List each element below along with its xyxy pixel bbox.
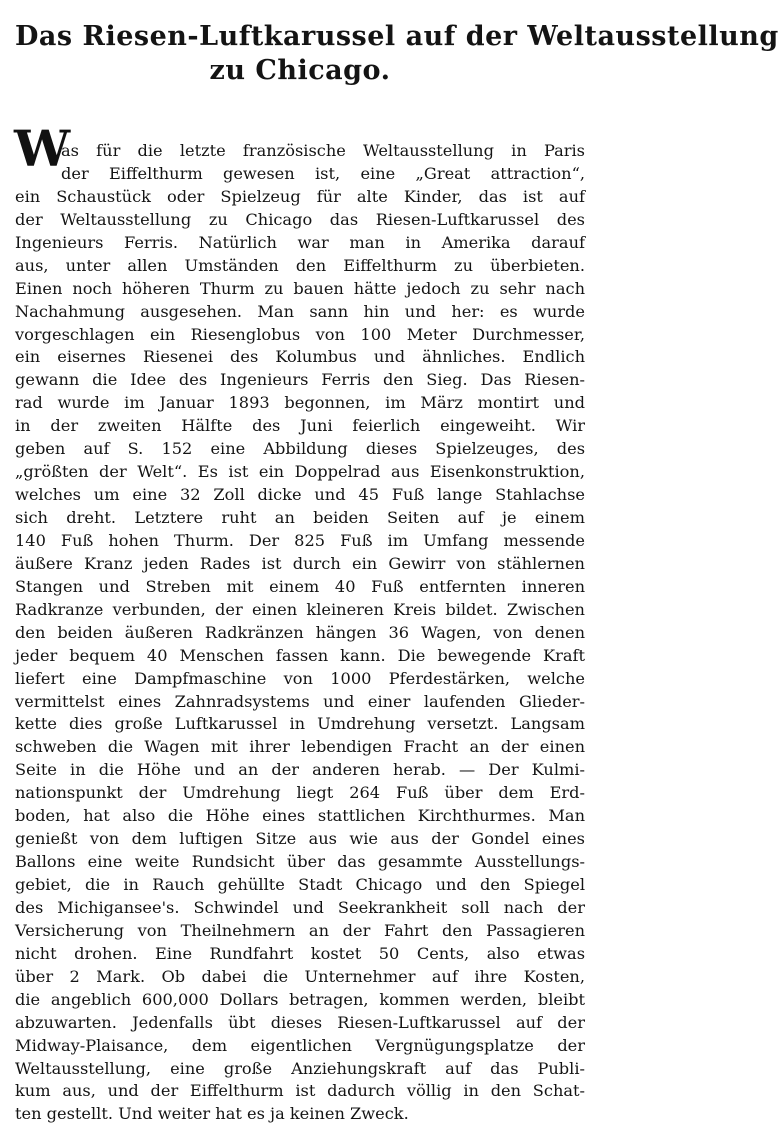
text-line: Versicherung von Theilnehmern an der Fahrt den Passagieren xyxy=(15,920,585,940)
text-line: kette dies große Luftkarussel in Umdrehung versetzt. Langsam xyxy=(15,714,585,734)
text-line: welches um eine 32 Zoll dicke und 45 Fuß lange Stahlachse xyxy=(15,485,585,505)
text-line: nicht drohen. Eine Rundfahrt kostet 50 Cents, also etwas xyxy=(15,943,585,963)
text-line: kum aus, und der Eiffelthurm ist dadurch völlig in den Schat- xyxy=(15,1081,585,1101)
article-body xyxy=(15,140,585,1126)
text-line: in der zweiten Hälfte des Juni feierlich eingeweiht. Wir xyxy=(15,416,585,436)
text-line: Nachahmung ausgesehen. Man sann hin und her: es wurde xyxy=(15,301,585,321)
text-line: Radkranze verbunden, der einen kleineren Kreis bildet. Zwischen xyxy=(15,599,585,619)
text-line: den beiden äußeren Radkränzen hängen 36 Wagen, von denen xyxy=(15,622,585,642)
text-line: Ballons eine weite Rundsicht über das gesammte Ausstellungs- xyxy=(15,852,585,872)
text-line: boden, hat also die Höhe eines stattlichen Kirchthurmes. Man xyxy=(15,806,585,826)
text-line: der Weltausstellung zu Chicago das Riesen-Luftkarussel des xyxy=(15,209,585,229)
drop-cap: W xyxy=(14,119,71,178)
article-title-line-2: zu Chicago. xyxy=(209,55,391,86)
text-line: ein eisernes Riesenei des Kolumbus und ähnliches. Endlich xyxy=(15,347,585,367)
text-line: Ingenieurs Ferris. Natürlich war man in Amerika darauf xyxy=(15,232,585,252)
text-line: schweben die Wagen mit ihrer lebendigen Fracht an der einen xyxy=(15,737,585,757)
article-title-line-1: Das Riesen-Luftkarussel auf der Weltausstellung xyxy=(15,21,779,52)
text-line: genießt von dem luftigen Sitze aus wie aus der Gondel eines xyxy=(15,829,585,849)
text-line: des Michigansee's. Schwindel und Seekrankheit soll nach der xyxy=(15,897,585,917)
text-line: sich dreht. Letztere ruht an beiden Seiten auf je einem xyxy=(15,508,585,527)
text-line: 140 Fuß hohen Thurm. Der 825 Fuß im Umfang messende xyxy=(15,530,585,550)
article-title xyxy=(15,20,779,88)
text-line: vermittelst eines Zahnradsystems und einer laufenden Glieder- xyxy=(15,691,585,711)
text-line: „größten der Welt“. Es ist ein Doppelrad aus Eisenkonstruktion, xyxy=(15,462,585,482)
text-line: gebiet, die in Rauch gehüllte Stadt Chicago und den Spiegel xyxy=(15,875,585,894)
text-line: über 2 Mark. Ob dabei die Unternehmer auf ihre Kosten, xyxy=(15,966,585,986)
text-line: Einen noch höheren Thurm zu bauen hätte jedoch zu sehr nach xyxy=(15,278,585,298)
text-line: Seite in die Höhe und an der anderen herab. — Der Kulmi- xyxy=(15,760,585,780)
text-line: Weltausstellung, eine große Anziehungskraft auf das Publi- xyxy=(15,1058,585,1078)
text-line: jeder bequem 40 Menschen fassen kann. Die bewegende Kraft xyxy=(15,645,585,665)
text-line: Stangen und Streben mit einem 40 Fuß entfernten inneren xyxy=(15,576,585,596)
text-line: gewann die Idee des Ingenieurs Ferris den Sieg. Das Riesen- xyxy=(15,370,585,390)
text-line: ten gestellt. Und weiter hat es ja keinen Zweck. xyxy=(15,1104,409,1124)
text-line: rad wurde im Januar 1893 begonnen, im März montirt und xyxy=(15,393,585,413)
text-line: vorgeschlagen ein Riesenglobus von 100 Meter Durchmesser, xyxy=(15,324,585,344)
text-line: as für die letzte französische Weltausstellung in Paris xyxy=(61,141,585,160)
text-line: geben auf S. 152 eine Abbildung dieses Spielzeuges, des xyxy=(15,439,585,459)
text-line: der Eiffelthurm gewesen ist, eine „Great attraction“, xyxy=(61,163,585,183)
text-line: äußere Kranz jeden Rades ist durch ein Gewirr von stählernen xyxy=(15,553,585,573)
text-line: aus, unter allen Umständen den Eiffelthurm zu überbieten. xyxy=(15,255,585,275)
text-line: abzuwarten. Jedenfalls übt dieses Riesen-Luftkarussel auf der xyxy=(15,1012,585,1032)
text-line: die angeblich 600,000 Dollars betragen, kommen werden, bleibt xyxy=(15,989,585,1009)
text-line: Midway-Plaisance, dem eigentlichen Vergnügungsplatze der xyxy=(15,1035,585,1055)
text-line: liefert eine Dampfmaschine von 1000 Pferdestärken, welche xyxy=(15,668,585,688)
text-line: ein Schaustück oder Spielzeug für alte Kinder, das ist auf xyxy=(15,186,585,206)
text-line: nationspunkt der Umdrehung liegt 264 Fuß über dem Erd- xyxy=(15,783,585,803)
